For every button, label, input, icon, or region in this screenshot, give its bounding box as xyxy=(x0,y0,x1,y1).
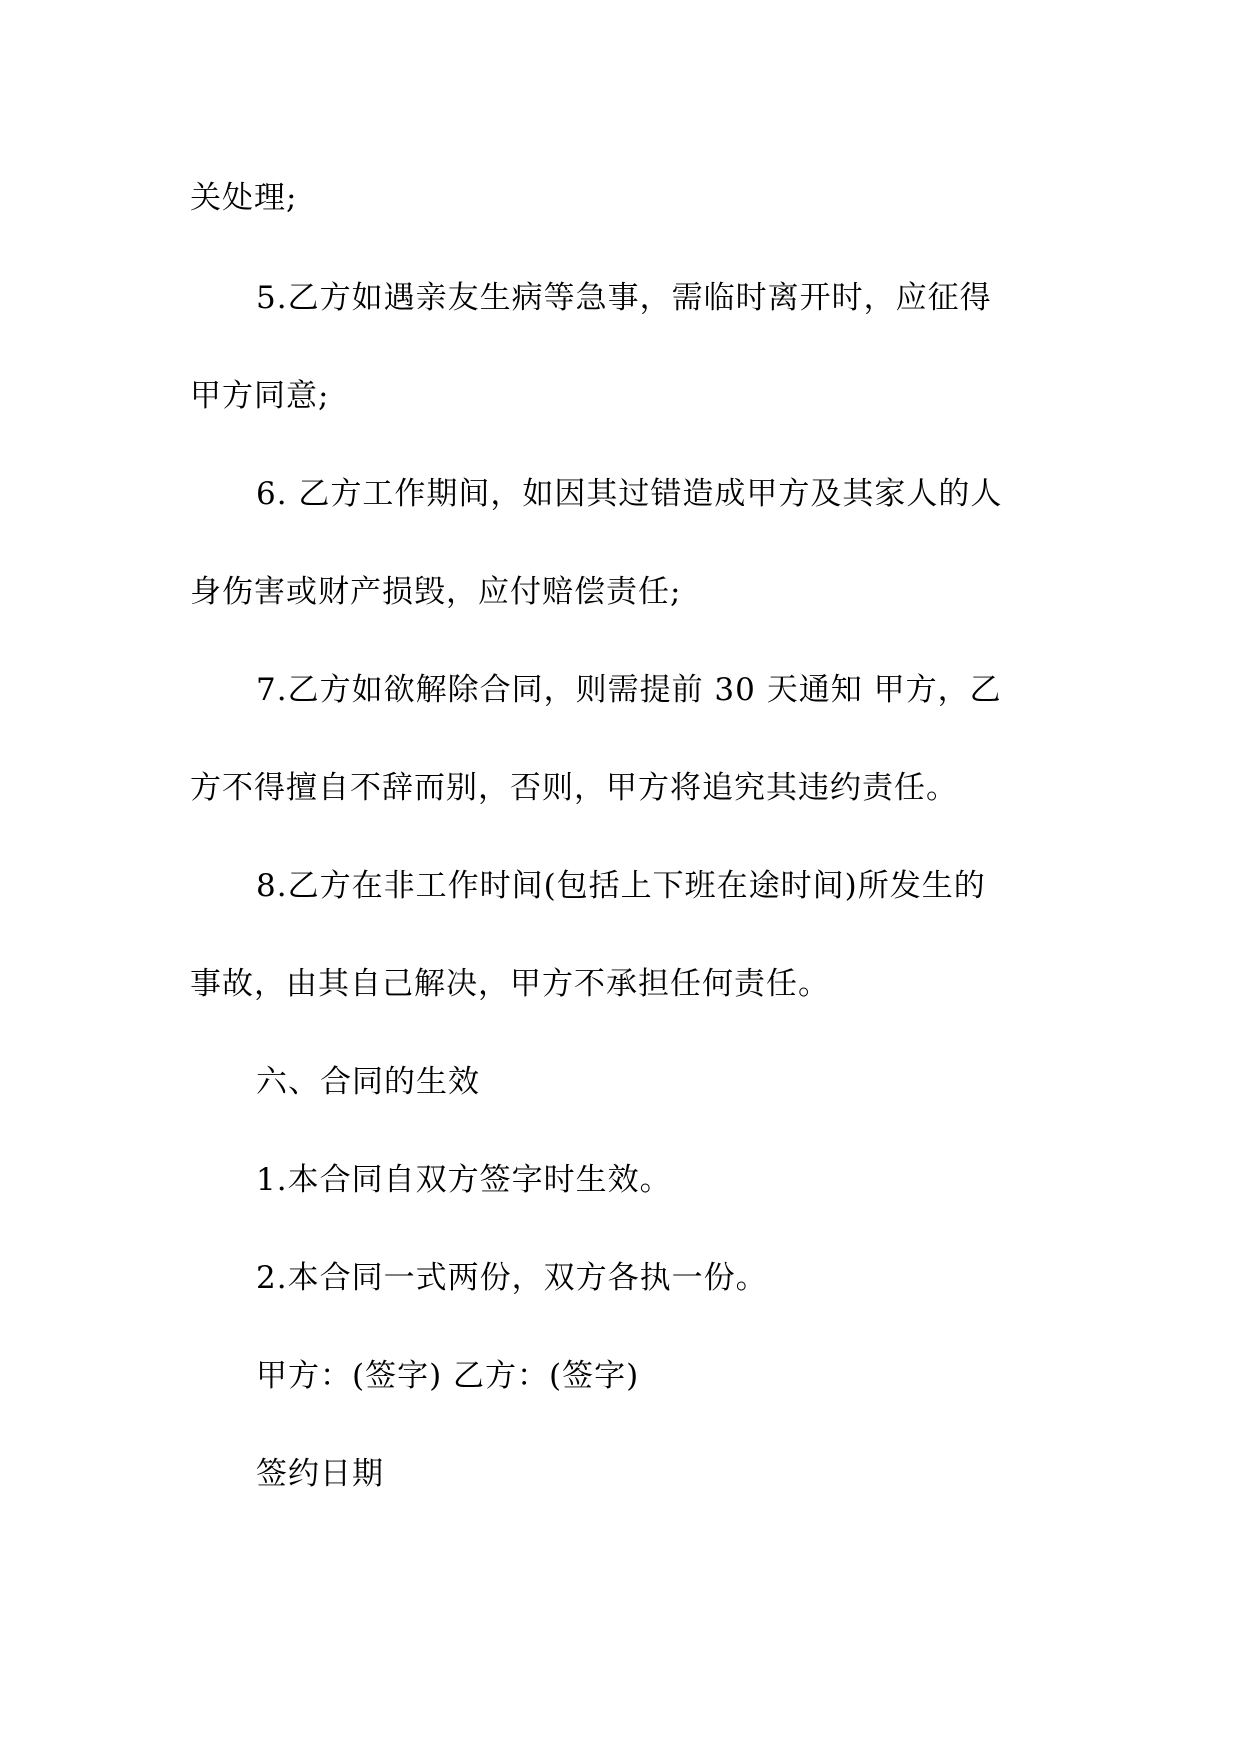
clause-7-line-1: 7.乙方如欲解除合同，则需提前 30 天通知 甲方，乙 xyxy=(256,672,1002,708)
clause-7-line-2: 方不得擅自不辞而别，否则，甲方将追究其违约责任。 xyxy=(190,770,958,806)
clause-6-line-2: 身伤害或财产损毁，应付赔偿责任; xyxy=(190,574,682,610)
clause-5-line-2: 甲方同意; xyxy=(190,378,330,414)
clause-6-line-1: 6. 乙方工作期间，如因其过错造成甲方及其家人的人 xyxy=(256,476,1003,512)
signing-date-label: 签约日期 xyxy=(256,1456,384,1492)
signature-line: 甲方：(签字) 乙方：(签字) xyxy=(256,1358,640,1394)
clause-8-line-1: 8.乙方在非工作时间(包括上下班在途时间)所发生的 xyxy=(256,868,986,904)
section-heading-effectiveness: 六、合同的生效 xyxy=(256,1064,480,1100)
effectiveness-item-1: 1.本合同自双方签字时生效。 xyxy=(256,1162,672,1198)
clause-8-line-2: 事故，由其自己解决，甲方不承担任何责任。 xyxy=(190,966,830,1002)
clause-5-line-1: 5.乙方如遇亲友生病等急事，需临时离开时，应征得 xyxy=(256,280,992,316)
effectiveness-item-2: 2.本合同一式两份，双方各执一份。 xyxy=(256,1260,768,1296)
text-line-continuation: 关处理; xyxy=(190,180,298,216)
